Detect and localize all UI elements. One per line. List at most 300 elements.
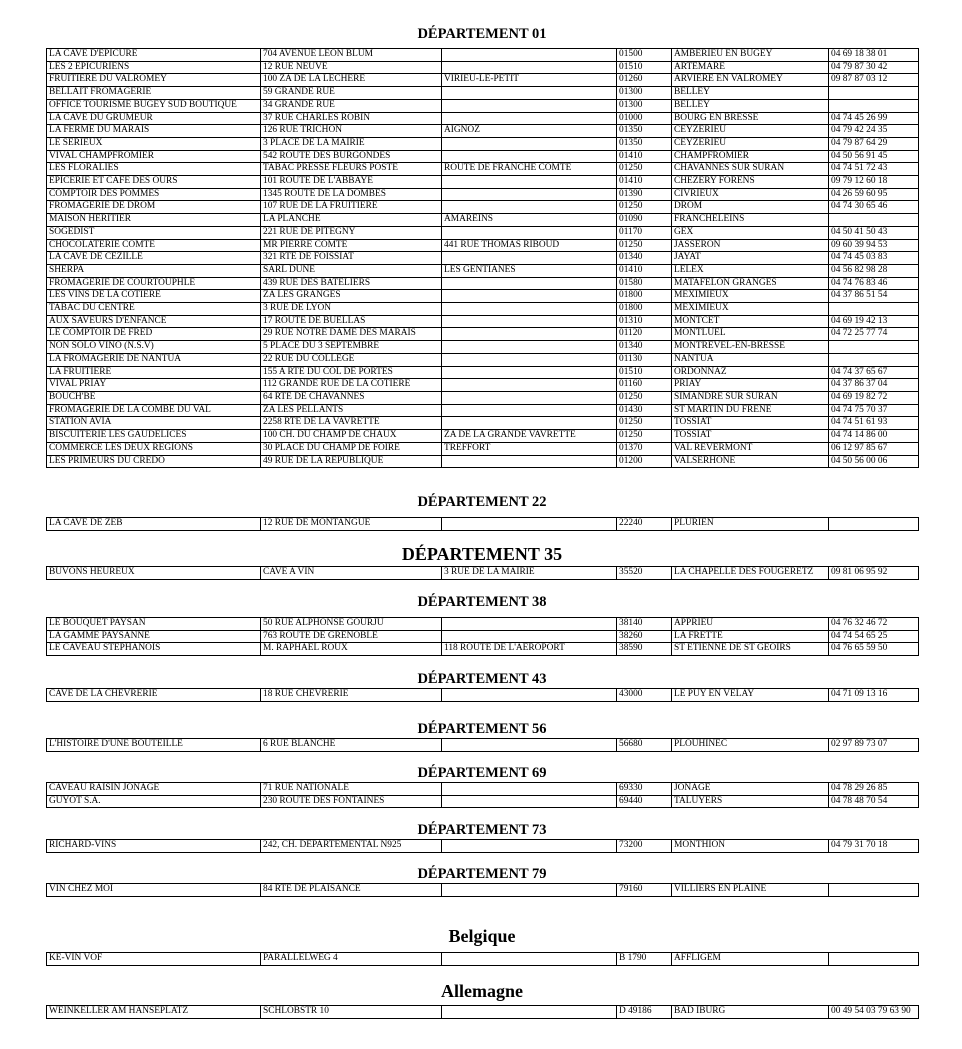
postal-code-cell: 01340 <box>617 252 672 265</box>
city-cell: MONTHION <box>672 840 829 853</box>
shop-name-cell: LES VINS DE LA COTIERE <box>47 290 261 303</box>
section-departement-38 <box>46 593 918 656</box>
address-extra-cell <box>442 953 617 966</box>
address-extra-cell: LES GENTIANES <box>442 264 617 277</box>
table-row <box>47 518 919 531</box>
phone-cell: 04 74 30 65 46 <box>829 201 919 214</box>
postal-code-cell: 01250 <box>617 201 672 214</box>
table-row <box>47 567 919 580</box>
section-title: DÉPARTEMENT 56 <box>417 721 547 737</box>
city-cell: ARVIERE EN VALROMEY <box>672 74 829 87</box>
phone-cell: 04 74 76 83 46 <box>829 277 919 290</box>
address-extra-cell <box>442 303 617 316</box>
address-cell: PARALLELWEG 4 <box>261 953 442 966</box>
phone-cell: 04 69 19 42 13 <box>829 315 919 328</box>
phone-cell: 04 74 14 86 00 <box>829 430 919 443</box>
city-cell: BELLEY <box>672 99 829 112</box>
phone-cell: 09 81 06 95 92 <box>829 567 919 580</box>
table-row <box>47 341 919 354</box>
stockist-table <box>46 883 919 897</box>
postal-code-cell: 01300 <box>617 87 672 100</box>
postal-code-cell: 01350 <box>617 125 672 138</box>
shop-name-cell: BUVONS HEUREUX <box>47 567 261 580</box>
section-departement-43 <box>46 670 918 702</box>
address-extra-cell <box>442 618 617 631</box>
section-title: DÉPARTEMENT 22 <box>417 494 547 510</box>
address-cell: 100 ZA DE LA LECHERE <box>261 74 442 87</box>
phone-cell: 04 37 86 51 54 <box>829 290 919 303</box>
address-extra-cell <box>442 391 617 404</box>
shop-name-cell: WEINKELLER AM HANSEPLATZ <box>47 1006 261 1019</box>
address-extra-cell: 441 RUE THOMAS RIBOUD <box>442 239 617 252</box>
postal-code-cell: 01410 <box>617 150 672 163</box>
postal-code-cell: 01160 <box>617 379 672 392</box>
city-cell: VAL REVERMONT <box>672 442 829 455</box>
shop-name-cell: LA GAMME PAYSANNE <box>47 630 261 643</box>
postal-code-cell: 01500 <box>617 49 672 62</box>
section-title: Allemagne <box>441 981 523 1001</box>
address-cell: 3 RUE DE LYON <box>261 303 442 316</box>
table-row <box>47 315 919 328</box>
stockist-table <box>46 517 919 531</box>
shop-name-cell: LE COMPTOIR DE FRED <box>47 328 261 341</box>
address-extra-cell: TREFFORT <box>442 442 617 455</box>
phone-cell <box>829 353 919 366</box>
shop-name-cell: FRUITIERE DU VALROMEY <box>47 74 261 87</box>
section-departement-01 <box>46 25 918 468</box>
city-cell: BELLEY <box>672 87 829 100</box>
city-cell: TALUYERS <box>672 795 829 808</box>
phone-cell: 04 74 45 03 83 <box>829 252 919 265</box>
address-extra-cell: AIGNOZ <box>442 125 617 138</box>
phone-cell: 04 79 87 64 29 <box>829 137 919 150</box>
city-cell: CHAMPFROMIER <box>672 150 829 163</box>
address-extra-cell: ZA DE LA GRANDE VAVRETTE <box>442 430 617 443</box>
phone-cell: 04 74 45 26 99 <box>829 112 919 125</box>
stockist-table <box>46 738 919 752</box>
phone-cell: 04 50 56 00 06 <box>829 455 919 468</box>
table-row <box>47 49 919 62</box>
stockist-table <box>46 566 919 580</box>
address-extra-cell <box>442 61 617 74</box>
table-row <box>47 163 919 176</box>
postal-code-cell: 01250 <box>617 417 672 430</box>
phone-cell <box>829 518 919 531</box>
postal-code-cell: 01410 <box>617 176 672 189</box>
address-cell: 112 GRANDE RUE DE LA COTIERE <box>261 379 442 392</box>
address-cell: 1345 ROUTE DE LA DOMBES <box>261 188 442 201</box>
phone-cell: 00 49 54 03 79 63 90 <box>829 1006 919 1019</box>
address-cell: 71 RUE NATIONALE <box>261 783 442 796</box>
table-row <box>47 201 919 214</box>
address-extra-cell: VIRIEU-LE-PETIT <box>442 74 617 87</box>
address-extra-cell: 3 RUE DE LA MAIRIE <box>442 567 617 580</box>
address-extra-cell: AMAREINS <box>442 214 617 227</box>
shop-name-cell: LES FLORALIES <box>47 163 261 176</box>
shop-name-cell: LA CAVE DE ZEB <box>47 518 261 531</box>
city-cell: BAD IBURG <box>672 1006 829 1019</box>
phone-cell <box>829 214 919 227</box>
shop-name-cell: BELLAIT FROMAGERIE <box>47 87 261 100</box>
address-cell: M. RAPHAEL ROUX <box>261 643 442 656</box>
stockist-table <box>46 688 919 702</box>
city-cell: JASSERON <box>672 239 829 252</box>
city-cell: FRANCHELEINS <box>672 214 829 227</box>
phone-cell: 09 87 87 03 12 <box>829 74 919 87</box>
address-cell: 12 RUE NEUVE <box>261 61 442 74</box>
shop-name-cell: MAISON HERITIER <box>47 214 261 227</box>
city-cell: VILLIERS EN PLAINE <box>672 884 829 897</box>
section-title: Belgique <box>448 926 516 946</box>
shop-name-cell: L'HISTOIRE D'UNE BOUTEILLE <box>47 739 261 752</box>
address-extra-cell <box>442 689 617 702</box>
postal-code-cell: 01130 <box>617 353 672 366</box>
section-departement-56 <box>46 720 918 752</box>
postal-code-cell: 01390 <box>617 188 672 201</box>
table-row <box>47 290 919 303</box>
table-row <box>47 353 919 366</box>
address-extra-cell <box>442 99 617 112</box>
table-row <box>47 87 919 100</box>
table-row <box>47 689 919 702</box>
address-cell: 17 ROUTE DE BUELLAS <box>261 315 442 328</box>
postal-code-cell: 01350 <box>617 137 672 150</box>
address-cell: 321 RTE DE FOISSIAT <box>261 252 442 265</box>
table-row <box>47 783 919 796</box>
postal-code-cell: 79160 <box>617 884 672 897</box>
address-cell: 2258 RTE DE LA VAVRETTE <box>261 417 442 430</box>
table-row <box>47 430 919 443</box>
address-cell: 221 RUE DE PITEGNY <box>261 226 442 239</box>
shop-name-cell: KE-VIN VOF <box>47 953 261 966</box>
table-row <box>47 176 919 189</box>
phone-cell: 04 79 31 70 18 <box>829 840 919 853</box>
city-cell: MEXIMIEUX <box>672 303 829 316</box>
postal-code-cell: 43000 <box>617 689 672 702</box>
phone-cell: 04 72 25 77 74 <box>829 328 919 341</box>
address-cell: SCHLOBSTR 10 <box>261 1006 442 1019</box>
city-cell: CIVRIEUX <box>672 188 829 201</box>
phone-cell <box>829 87 919 100</box>
address-cell: 126 RUE TRICHON <box>261 125 442 138</box>
shop-name-cell: CAVE DE LA CHEVRERIE <box>47 689 261 702</box>
address-cell: TABAC PRESSE FLEURS POSTE <box>261 163 442 176</box>
phone-cell: 02 97 89 73 07 <box>829 739 919 752</box>
city-cell: MEXIMIEUX <box>672 290 829 303</box>
city-cell: CHAVANNES SUR SURAN <box>672 163 829 176</box>
shop-name-cell: VIN CHEZ MOI <box>47 884 261 897</box>
city-cell: DROM <box>672 201 829 214</box>
address-extra-cell <box>442 49 617 62</box>
address-extra-cell <box>442 112 617 125</box>
address-extra-cell <box>442 884 617 897</box>
postal-code-cell: 01250 <box>617 430 672 443</box>
shop-name-cell: LES PRIMEURS DU CREDO <box>47 455 261 468</box>
city-cell: PLURIEN <box>672 518 829 531</box>
shop-name-cell: AUX SAVEURS D'ENFANCE <box>47 315 261 328</box>
table-row <box>47 264 919 277</box>
address-extra-cell <box>442 201 617 214</box>
table-row <box>47 739 919 752</box>
address-extra-cell <box>442 518 617 531</box>
address-extra-cell <box>442 379 617 392</box>
postal-code-cell: 38590 <box>617 643 672 656</box>
postal-code-cell: 01580 <box>617 277 672 290</box>
address-cell: 64 RTE DE CHAVANNES <box>261 391 442 404</box>
address-cell: 3 PLACE DE LA MAIRIE <box>261 137 442 150</box>
section-title: DÉPARTEMENT 38 <box>417 594 547 610</box>
postal-code-cell: 56680 <box>617 739 672 752</box>
phone-cell: 04 79 87 30 42 <box>829 61 919 74</box>
table-row <box>47 630 919 643</box>
stockist-table <box>46 839 919 853</box>
address-cell: 29 RUE NOTRE DAME DES MARAIS <box>261 328 442 341</box>
table-row <box>47 214 919 227</box>
phone-cell: 04 76 32 46 72 <box>829 618 919 631</box>
shop-name-cell: CAVEAU RAISIN JONAGE <box>47 783 261 796</box>
address-extra-cell <box>442 630 617 643</box>
section-title: DÉPARTEMENT 73 <box>417 822 547 838</box>
phone-cell: 04 78 29 26 85 <box>829 783 919 796</box>
table-row <box>47 442 919 455</box>
address-cell: 50 RUE ALPHONSE GOURJU <box>261 618 442 631</box>
address-cell: 155 A RTE DU COL DE PORTES <box>261 366 442 379</box>
phone-cell: 04 26 59 60 95 <box>829 188 919 201</box>
section-title: DÉPARTEMENT 01 <box>417 26 547 42</box>
phone-cell: 04 74 75 70 37 <box>829 404 919 417</box>
shop-name-cell: LA CAVE DU GRUMEUR <box>47 112 261 125</box>
shop-name-cell: LES 2 EPICURIENS <box>47 61 261 74</box>
address-extra-cell <box>442 277 617 290</box>
address-cell: ZA LES PELLANTS <box>261 404 442 417</box>
postal-code-cell: 01800 <box>617 290 672 303</box>
shop-name-cell: LA CAVE D'EPICURE <box>47 49 261 62</box>
table-row <box>47 277 919 290</box>
address-extra-cell <box>442 226 617 239</box>
table-row <box>47 328 919 341</box>
address-cell: 37 RUE CHARLES ROBIN <box>261 112 442 125</box>
phone-cell: 04 56 82 98 28 <box>829 264 919 277</box>
stockist-table <box>46 1005 919 1019</box>
section-allemagne <box>46 980 918 1019</box>
address-cell: 763 ROUTE DE GRENOBLE <box>261 630 442 643</box>
address-cell: 242, CH. DEPARTEMENTAL N925 <box>261 840 442 853</box>
address-cell: LA PLANCHE <box>261 214 442 227</box>
address-cell: MR PIERRE COMTE <box>261 239 442 252</box>
postal-code-cell: 01200 <box>617 455 672 468</box>
address-extra-cell <box>442 353 617 366</box>
city-cell: ORDONNAZ <box>672 366 829 379</box>
phone-cell: 04 50 56 91 45 <box>829 150 919 163</box>
table-row <box>47 618 919 631</box>
section-departement-73 <box>46 821 918 853</box>
phone-cell: 04 74 51 72 43 <box>829 163 919 176</box>
address-extra-cell <box>442 795 617 808</box>
shop-name-cell: TABAC DU CENTRE <box>47 303 261 316</box>
section-title: DÉPARTEMENT 43 <box>417 671 547 687</box>
table-row <box>47 455 919 468</box>
shop-name-cell: NON SOLO VINO (N.S.V) <box>47 341 261 354</box>
address-extra-cell <box>442 783 617 796</box>
section-belgique <box>46 925 918 966</box>
phone-cell: 04 76 65 59 50 <box>829 643 919 656</box>
shop-name-cell: BOUCH'BE <box>47 391 261 404</box>
section-departement-69 <box>46 764 918 808</box>
shop-name-cell: FROMAGERIE DE COURTOUPHLE <box>47 277 261 290</box>
address-extra-cell: ROUTE DE FRANCHE COMTE <box>442 163 617 176</box>
shop-name-cell: LE CAVEAU STEPHANOIS <box>47 643 261 656</box>
address-cell: 34 GRANDE RUE <box>261 99 442 112</box>
city-cell: GEX <box>672 226 829 239</box>
table-row <box>47 74 919 87</box>
postal-code-cell: 01510 <box>617 61 672 74</box>
city-cell: LA FRETTE <box>672 630 829 643</box>
city-cell: VALSERHONE <box>672 455 829 468</box>
address-extra-cell <box>442 87 617 100</box>
table-row <box>47 188 919 201</box>
shop-name-cell: COMPTOIR DES POMMES <box>47 188 261 201</box>
city-cell: JAYAT <box>672 252 829 265</box>
stockist-table <box>46 617 919 656</box>
postal-code-cell: 01250 <box>617 163 672 176</box>
shop-name-cell: LA FROMAGERIE DE NANTUA <box>47 353 261 366</box>
stockist-table <box>46 48 919 468</box>
shop-name-cell: LE SERIEUX <box>47 137 261 150</box>
address-extra-cell <box>442 341 617 354</box>
shop-name-cell: LA FERME DU MARAIS <box>47 125 261 138</box>
section-title: DÉPARTEMENT 35 <box>401 544 563 564</box>
postal-code-cell: 01510 <box>617 366 672 379</box>
address-cell: 230 ROUTE DES FONTAINES <box>261 795 442 808</box>
address-extra-cell <box>442 739 617 752</box>
shop-name-cell: GUYOT S.A. <box>47 795 261 808</box>
city-cell: MONTREVEL-EN-BRESSE <box>672 341 829 354</box>
postal-code-cell: 73200 <box>617 840 672 853</box>
section-title: DÉPARTEMENT 79 <box>417 866 547 882</box>
postal-code-cell: 38140 <box>617 618 672 631</box>
postal-code-cell: 01260 <box>617 74 672 87</box>
address-cell: 12 RUE DE MONTANGUE <box>261 518 442 531</box>
table-row <box>47 252 919 265</box>
table-row <box>47 366 919 379</box>
table-row <box>47 137 919 150</box>
table-row <box>47 112 919 125</box>
postal-code-cell: 01340 <box>617 341 672 354</box>
postal-code-cell: 01410 <box>617 264 672 277</box>
shop-name-cell: VIVAL CHAMPFROMIER <box>47 150 261 163</box>
address-cell: CAVE A VIN <box>261 567 442 580</box>
address-extra-cell <box>442 315 617 328</box>
address-cell: 101 ROUTE DE L'ABBAYE <box>261 176 442 189</box>
table-row <box>47 125 919 138</box>
city-cell: CHEZERY FORENS <box>672 176 829 189</box>
postal-code-cell: 69330 <box>617 783 672 796</box>
phone-cell <box>829 303 919 316</box>
phone-cell: 04 71 09 13 16 <box>829 689 919 702</box>
address-cell: 6 RUE BLANCHE <box>261 739 442 752</box>
address-extra-cell <box>442 328 617 341</box>
section-title: DÉPARTEMENT 69 <box>417 765 547 781</box>
postal-code-cell: D 49186 <box>617 1006 672 1019</box>
postal-code-cell: 69440 <box>617 795 672 808</box>
table-row <box>47 795 919 808</box>
address-cell: 18 RUE CHEVRERIE <box>261 689 442 702</box>
address-cell: 107 RUE DE LA FRUITIERE <box>261 201 442 214</box>
phone-cell: 04 69 19 82 72 <box>829 391 919 404</box>
city-cell: LA CHAPELLE DES FOUGERETZ <box>672 567 829 580</box>
table-row <box>47 840 919 853</box>
address-extra-cell <box>442 176 617 189</box>
address-cell: 542 ROUTE DES BURGONDES <box>261 150 442 163</box>
shop-name-cell: LA CAVE DE CEZILLE <box>47 252 261 265</box>
phone-cell: 04 74 51 61 93 <box>829 417 919 430</box>
city-cell: APPRIEU <box>672 618 829 631</box>
postal-code-cell: 22240 <box>617 518 672 531</box>
city-cell: MATAFELON GRANGES <box>672 277 829 290</box>
table-row <box>47 99 919 112</box>
table-row <box>47 404 919 417</box>
address-cell: SARL DUNE <box>261 264 442 277</box>
city-cell: LE PUY EN VELAY <box>672 689 829 702</box>
address-cell: 5 PLACE DU 3 SEPTEMBRE <box>261 341 442 354</box>
address-extra-cell <box>442 366 617 379</box>
phone-cell: 04 79 42 24 35 <box>829 125 919 138</box>
shop-name-cell: EPICERIE ET CAFE DES OURS <box>47 176 261 189</box>
city-cell: AMBERIEU EN BUGEY <box>672 49 829 62</box>
table-row <box>47 1006 919 1019</box>
phone-cell <box>829 99 919 112</box>
table-row <box>47 239 919 252</box>
table-row <box>47 643 919 656</box>
phone-cell: 06 12 97 85 67 <box>829 442 919 455</box>
postal-code-cell: 01430 <box>617 404 672 417</box>
shop-name-cell: FROMAGERIE DE LA COMBE DU VAL <box>47 404 261 417</box>
phone-cell: 04 69 18 38 01 <box>829 49 919 62</box>
city-cell: SIMANDRE SUR SURAN <box>672 391 829 404</box>
postal-code-cell: 01090 <box>617 214 672 227</box>
postal-code-cell: 01310 <box>617 315 672 328</box>
postal-code-cell: 38260 <box>617 630 672 643</box>
address-cell: 59 GRANDE RUE <box>261 87 442 100</box>
city-cell: MONTLUEL <box>672 328 829 341</box>
phone-cell: 04 37 86 37 04 <box>829 379 919 392</box>
address-extra-cell <box>442 840 617 853</box>
address-extra-cell <box>442 455 617 468</box>
city-cell: AFFLIGEM <box>672 953 829 966</box>
city-cell: PLOUHINEC <box>672 739 829 752</box>
stockist-table <box>46 952 919 966</box>
city-cell: MONTCET <box>672 315 829 328</box>
section-departement-22 <box>46 493 918 531</box>
shop-name-cell: BISCUITERIE LES GAUDELICES <box>47 430 261 443</box>
shop-name-cell: STATION AVIA <box>47 417 261 430</box>
postal-code-cell: 35520 <box>617 567 672 580</box>
phone-cell <box>829 953 919 966</box>
phone-cell: 04 74 37 65 67 <box>829 366 919 379</box>
shop-name-cell: SOGEDIST <box>47 226 261 239</box>
table-row <box>47 379 919 392</box>
postal-code-cell: 01370 <box>617 442 672 455</box>
postal-code-cell: 01300 <box>617 99 672 112</box>
table-row <box>47 303 919 316</box>
city-cell: BOURG EN BRESSE <box>672 112 829 125</box>
address-cell: 49 RUE DE LA REPUBLIQUE <box>261 455 442 468</box>
address-cell: 100 CH. DU CHAMP DE CHAUX <box>261 430 442 443</box>
postal-code-cell: 01000 <box>617 112 672 125</box>
city-cell: LELEX <box>672 264 829 277</box>
city-cell: NANTUA <box>672 353 829 366</box>
shop-name-cell: COMMERCE LES DEUX REGIONS <box>47 442 261 455</box>
